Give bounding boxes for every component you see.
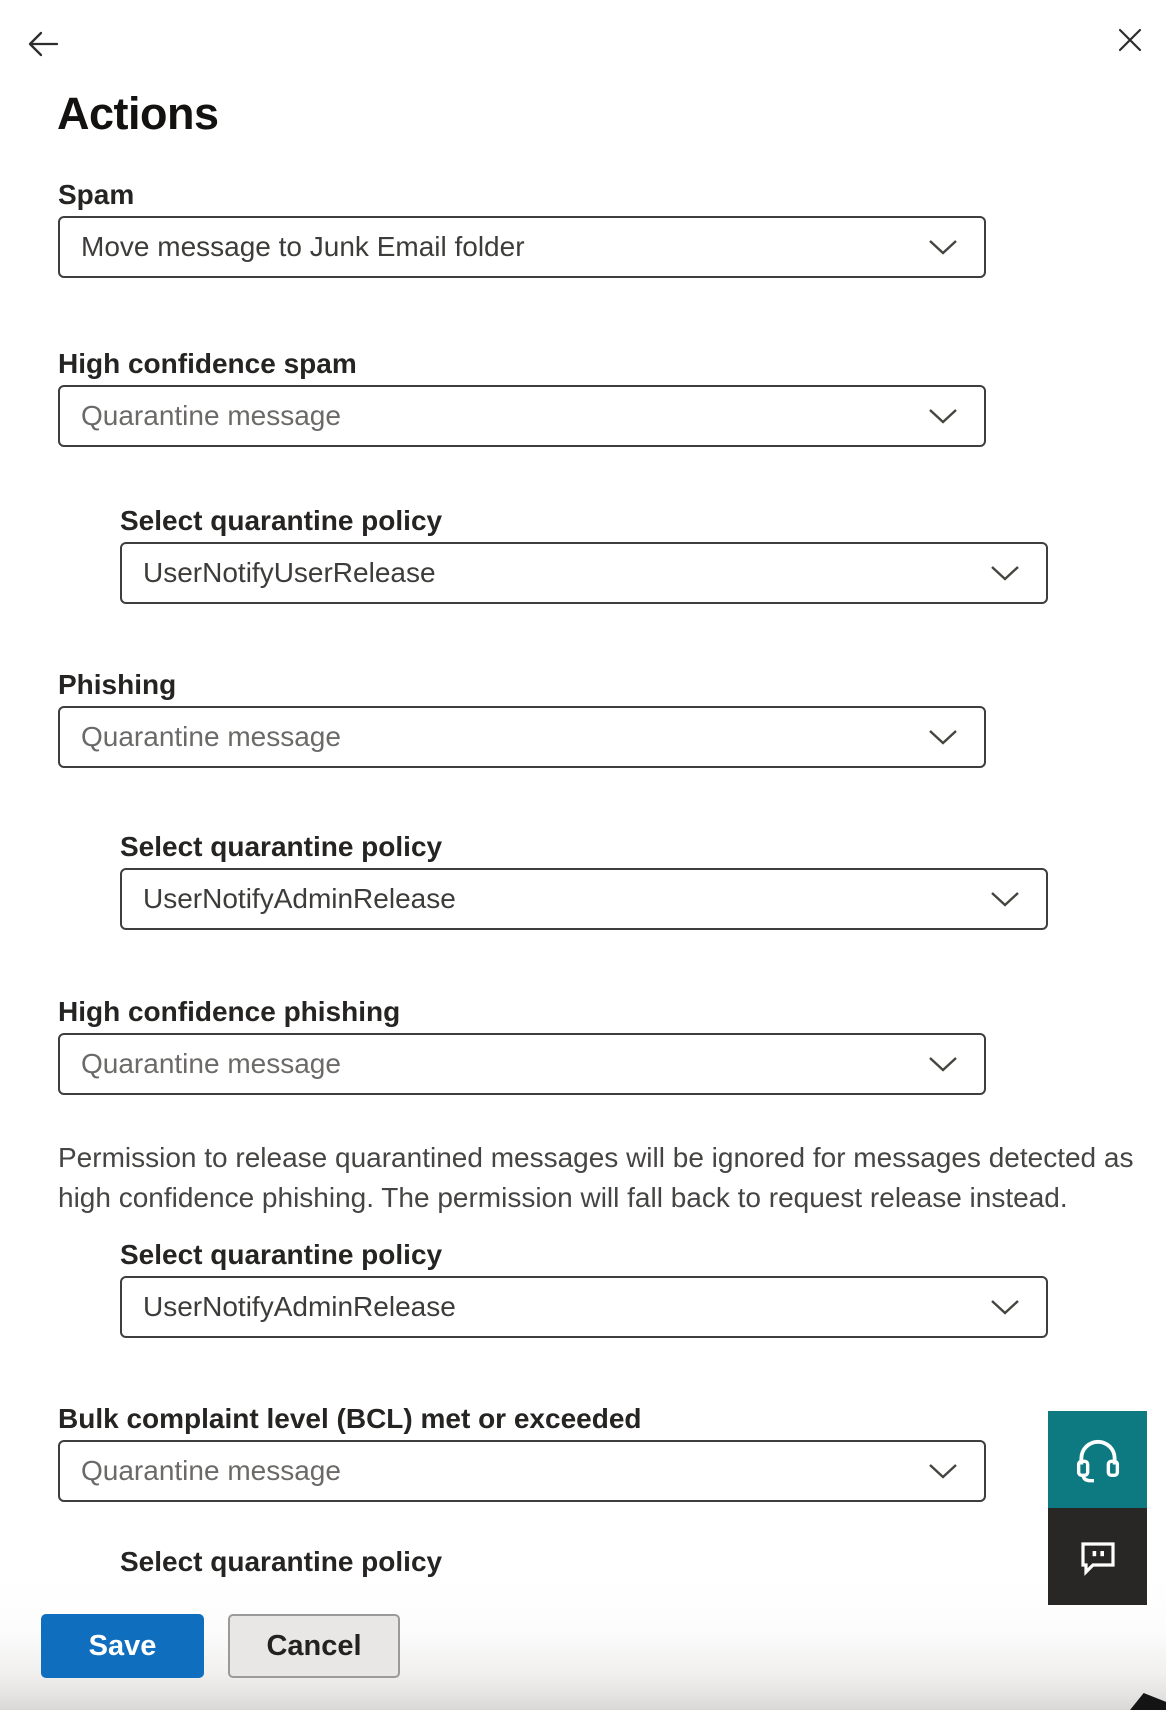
- page-title: Actions: [57, 88, 219, 139]
- quarantine-policy-label-phishing: Select quarantine policy: [120, 831, 443, 862]
- bcl-label: Bulk complaint level (BCL) met or exceeded: [58, 1403, 642, 1434]
- quarantine-policy-dropdown-phishing[interactable]: [120, 868, 1048, 930]
- spam-action-dropdown[interactable]: [58, 216, 986, 278]
- help-button[interactable]: [1048, 1411, 1147, 1508]
- quarantine-policy-value-hcs: UserNotifyUserRelease: [143, 557, 436, 588]
- phishing-label: Phishing: [58, 669, 177, 700]
- phishing-action-value: Quarantine message: [81, 721, 341, 752]
- quarantine-policy-dropdown-hcp[interactable]: [120, 1276, 1048, 1338]
- close-button[interactable]: [1109, 19, 1151, 61]
- quarantine-policy-label-hcs: Select quarantine policy: [120, 505, 443, 536]
- note-line-1: Permission to release quarantined messages will be ignored for messages detected as: [58, 1142, 1134, 1173]
- high-confidence-spam-action-value: Quarantine message: [81, 400, 341, 431]
- high-confidence-spam-action-dropdown[interactable]: [58, 385, 986, 447]
- quarantine-policy-label-clipped: Select quarantine policy: [120, 1546, 443, 1577]
- chevron-down-icon: [928, 729, 958, 745]
- chevron-down-icon: [928, 239, 958, 255]
- chevron-down-icon: [928, 1056, 958, 1072]
- high-confidence-phishing-note: [58, 1138, 1150, 1218]
- high-confidence-phishing-action-dropdown[interactable]: [58, 1033, 986, 1095]
- spam-action-value: Move message to Junk Email folder: [81, 231, 525, 262]
- feedback-chat-icon: [1074, 1533, 1122, 1581]
- chevron-down-icon: [990, 891, 1020, 907]
- chevron-down-icon: [990, 565, 1020, 581]
- bcl-action-dropdown[interactable]: [58, 1440, 986, 1502]
- quarantine-policy-value-hcp: UserNotifyAdminRelease: [143, 1291, 456, 1322]
- quarantine-policy-dropdown-hcs[interactable]: [120, 542, 1048, 604]
- chevron-down-icon: [928, 1463, 958, 1479]
- chevron-down-icon: [990, 1299, 1020, 1315]
- save-button[interactable]: Save: [41, 1614, 204, 1678]
- phishing-action-dropdown[interactable]: [58, 706, 986, 768]
- cancel-button[interactable]: Cancel: [228, 1614, 400, 1678]
- high-confidence-spam-label: High confidence spam: [58, 348, 357, 379]
- footer-bar: [0, 1578, 1166, 1710]
- feedback-button[interactable]: [1048, 1508, 1147, 1605]
- spam-label: Spam: [58, 179, 135, 210]
- note-line-2: high confidence phishing. The permission will fall back to request release instead.: [58, 1182, 1068, 1213]
- headset-icon: [1071, 1433, 1125, 1487]
- back-button[interactable]: [22, 23, 64, 65]
- high-confidence-phishing-label: High confidence phishing: [58, 996, 401, 1027]
- quarantine-policy-label-hcp: Select quarantine policy: [120, 1239, 443, 1270]
- quarantine-policy-value-phishing: UserNotifyAdminRelease: [143, 883, 456, 914]
- chevron-down-icon: [928, 408, 958, 424]
- back-arrow-icon: [24, 25, 62, 63]
- bcl-action-value: Quarantine message: [81, 1455, 341, 1486]
- high-confidence-phishing-action-value: Quarantine message: [81, 1048, 341, 1079]
- close-icon: [1114, 24, 1146, 56]
